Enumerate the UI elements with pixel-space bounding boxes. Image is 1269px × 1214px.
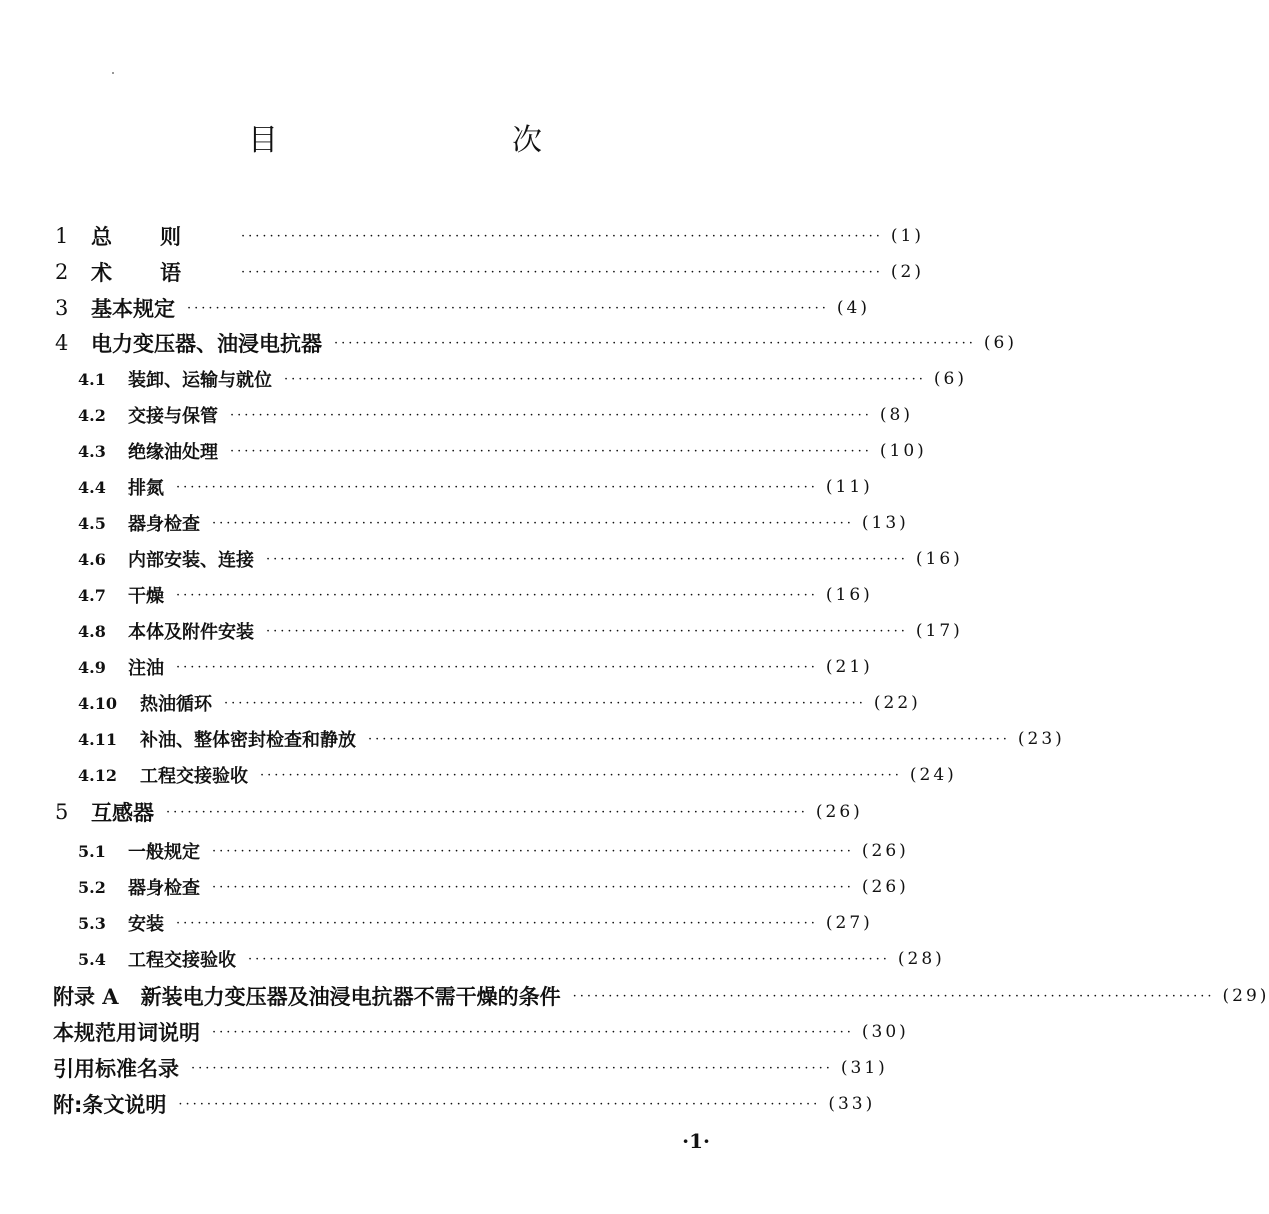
toc-entry[interactable] (78, 650, 873, 684)
toc-entry-number: 4 (55, 331, 69, 355)
toc-entry[interactable] (78, 906, 873, 940)
leader-dots: ·························································································· (230, 443, 872, 459)
toc-entry-page: (8) (879, 405, 914, 425)
leader-dots: ·························································································· (178, 1096, 821, 1112)
toc-entry[interactable] (78, 870, 909, 904)
toc-entry-page: (22) (873, 693, 921, 713)
toc-entry-page: (6) (933, 369, 968, 389)
toc-entry-page: (24) (909, 765, 957, 785)
toc-entry-page: (4) (836, 298, 871, 318)
leader-dots: ·························································································· (176, 659, 818, 675)
toc-entry-title: 附:条文说明 (53, 1093, 167, 1117)
toc-entry-title: 排氮 (128, 478, 164, 499)
toc-entry-page: (31) (840, 1058, 888, 1078)
toc-entry-title: 电力变压器、油浸电抗器 (91, 332, 322, 356)
page-title: 目 次 (248, 123, 600, 158)
toc-entry-title: 工程交接验收 (128, 950, 236, 971)
leader-dots: ·························································································· (368, 731, 1010, 747)
toc-entry-page: (16) (915, 549, 963, 569)
toc-entry-title: 注油 (128, 658, 164, 679)
toc-entry[interactable] (78, 542, 963, 576)
toc-entry[interactable] (78, 578, 873, 612)
leader-dots: ·························································································· (176, 479, 818, 495)
toc-entry-number: 4.4 (78, 477, 106, 497)
toc-entry-title: 装卸、运输与就位 (128, 370, 272, 391)
leader-dots: ·························································································· (572, 988, 1215, 1004)
leader-dots: ·························································································· (230, 407, 872, 423)
toc-entry-title: 一般规定 (128, 842, 200, 863)
toc-entry[interactable] (55, 219, 925, 253)
toc-entry[interactable] (78, 614, 963, 648)
toc-entry-page: (2) (890, 262, 925, 282)
toc-entry[interactable] (78, 398, 914, 432)
leader-dots: ·························································································· (212, 515, 854, 531)
toc-entry-page: (27) (825, 913, 873, 933)
page-number: ·1· (682, 1129, 710, 1153)
toc-entry-page: (10) (879, 441, 927, 461)
toc-entry-page: (11) (825, 477, 873, 497)
toc-entry-number: 4.8 (78, 621, 106, 641)
toc-entry[interactable] (78, 506, 909, 540)
toc-entry-number: 4.10 (78, 693, 117, 713)
toc-entry-title: 器身检查 (128, 514, 200, 535)
toc-entry-page: (6) (983, 333, 1018, 353)
toc-entry-number: 5.3 (78, 913, 106, 933)
toc-entry-number: 5.2 (78, 877, 106, 897)
toc-entry-number: 4.9 (78, 657, 106, 677)
leader-dots: ·························································································· (224, 695, 866, 711)
toc-entry-number: 5.4 (78, 949, 106, 969)
toc-entry-title: 干燥 (128, 586, 164, 607)
leader-dots: ·························································································· (260, 767, 902, 783)
toc-entry-title: 基本规定 (91, 297, 175, 321)
toc-entry-title: 新装电力变压器及油浸电抗器不需干燥的条件 (140, 985, 561, 1009)
toc-entry-number: 5.1 (78, 841, 106, 861)
toc-entry-page: (16) (825, 585, 873, 605)
toc-entry[interactable] (78, 686, 921, 720)
toc-entry-page: (17) (915, 621, 963, 641)
toc-entry-number: 4.11 (78, 729, 117, 749)
leader-dots: ·························································································· (166, 804, 808, 820)
leader-dots: ·························································································· (176, 587, 818, 603)
toc-entry-title: 交接与保管 (128, 406, 218, 427)
toc-entry-page: (1) (890, 226, 925, 246)
toc-entry-title: 安装 (128, 914, 164, 935)
toc-entry[interactable] (53, 1015, 909, 1049)
leader-dots: ·························································································· (212, 879, 854, 895)
toc-entry-page: (29) (1222, 986, 1269, 1006)
toc-entry-page: (26) (861, 841, 909, 861)
toc-entry-number: 3 (55, 296, 69, 320)
toc-entry-title: 术语 (91, 261, 229, 285)
toc-entry-title: 热油循环 (140, 694, 212, 715)
toc-entry[interactable] (55, 326, 1018, 360)
toc-entry-page: (26) (861, 877, 909, 897)
toc-entry[interactable] (55, 795, 863, 829)
toc-entry-number: 4.7 (78, 585, 106, 605)
toc-entry-page: (21) (825, 657, 873, 677)
toc-entry-page: (26) (815, 802, 863, 822)
toc-entry-number: 4.12 (78, 765, 117, 785)
leader-dots: ·························································································· (212, 1024, 854, 1040)
toc-entry[interactable] (78, 434, 927, 468)
toc-entry[interactable] (78, 470, 873, 504)
leader-dots: ·························································································· (191, 1060, 833, 1076)
toc-entry-page: (33) (828, 1094, 876, 1114)
toc-entry-title: 总则 (91, 225, 229, 249)
toc-entry[interactable] (53, 1051, 888, 1085)
toc-entry-page: (13) (861, 513, 909, 533)
toc-entry[interactable] (78, 722, 1065, 756)
toc-entry-number: 附录 A (53, 984, 119, 1009)
leader-dots: ·························································································· (334, 335, 976, 351)
toc-entry[interactable] (55, 291, 871, 325)
toc-entry-title: 本规范用词说明 (53, 1021, 200, 1045)
scan-speck (112, 72, 114, 74)
toc-entry-number: 4.1 (78, 369, 106, 389)
leader-dots: ·························································································· (284, 371, 926, 387)
leader-dots: ·························································································· (187, 300, 829, 316)
toc-entry[interactable] (55, 255, 925, 289)
toc-entry[interactable] (78, 834, 909, 868)
toc-entry-title: 内部安装、连接 (128, 550, 254, 571)
toc-entry-page: (28) (897, 949, 945, 969)
toc-entry[interactable] (53, 979, 1269, 1013)
toc-entry-title: 引用标准名录 (53, 1057, 179, 1081)
toc-entry-number: 4.2 (78, 405, 106, 425)
leader-dots: ·························································································· (212, 843, 854, 859)
leader-dots: ·························································································· (241, 264, 883, 280)
toc-entry[interactable] (53, 1087, 876, 1121)
toc-entry-number: 5 (55, 800, 69, 824)
toc-entry-title: 本体及附件安装 (128, 622, 254, 643)
leader-dots: ·························································································· (241, 228, 883, 244)
leader-dots: ·························································································· (266, 551, 908, 567)
toc-entry-title: 补油、整体密封检查和静放 (140, 730, 356, 751)
leader-dots: ·························································································· (266, 623, 908, 639)
toc-entry-title: 器身检查 (128, 878, 200, 899)
toc-entry-page: (30) (861, 1022, 909, 1042)
toc-entry[interactable] (78, 362, 968, 396)
toc-entry-number: 4.3 (78, 441, 106, 461)
toc-entry[interactable] (78, 758, 957, 792)
leader-dots: ·························································································· (248, 951, 890, 967)
leader-dots: ·························································································· (176, 915, 818, 931)
toc-entry-title: 工程交接验收 (140, 766, 248, 787)
toc-entry-number: 1 (55, 224, 69, 248)
toc-entry-title: 互感器 (91, 801, 154, 825)
toc-entry-number: 4.6 (78, 549, 106, 569)
toc-entry-page: (23) (1017, 729, 1065, 749)
toc-entry-number: 4.5 (78, 513, 106, 533)
toc-entry[interactable] (78, 942, 945, 976)
toc-entry-number: 2 (55, 260, 69, 284)
toc-entry-title: 绝缘油处理 (128, 442, 218, 463)
